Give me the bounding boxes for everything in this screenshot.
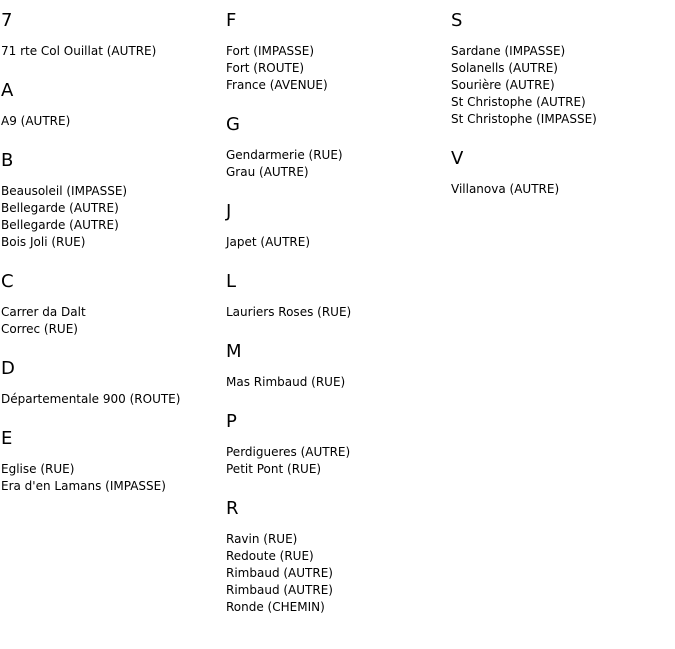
street-list xyxy=(451,181,671,198)
street-item: Correc (RUE) xyxy=(1,322,78,336)
street-item: Rimbaud (AUTRE) xyxy=(226,583,333,597)
street-list xyxy=(1,43,221,60)
letter-group xyxy=(451,10,671,128)
street-list xyxy=(451,43,671,128)
street-item: Ronde (CHEMIN) xyxy=(226,600,325,614)
street-item: A9 (AUTRE) xyxy=(1,114,71,128)
letter-heading: J xyxy=(226,201,232,222)
letter-heading: M xyxy=(226,341,242,362)
street-item: Bellegarde (AUTRE) xyxy=(1,218,119,232)
letter-group xyxy=(226,498,446,616)
street-item: Japet (AUTRE) xyxy=(226,235,311,249)
street-item: Bellegarde (AUTRE) xyxy=(1,201,119,215)
letter-group xyxy=(226,10,446,94)
letter-heading: F xyxy=(226,10,237,31)
street-item: Ravin (RUE) xyxy=(226,532,298,546)
street-item: Villanova (AUTRE) xyxy=(451,182,560,196)
street-item: Grau (AUTRE) xyxy=(226,165,309,179)
street-index-column-1 xyxy=(1,10,221,515)
street-item: Carrer da Dalt xyxy=(1,305,86,319)
letter-heading: V xyxy=(451,148,464,169)
letter-heading: 7 xyxy=(1,10,13,31)
street-list xyxy=(226,531,446,616)
letter-group xyxy=(1,10,221,60)
street-item: Gendarmerie (RUE) xyxy=(226,148,343,162)
letter-group xyxy=(226,411,446,478)
letter-group xyxy=(226,114,446,181)
letter-group xyxy=(1,80,221,130)
street-list xyxy=(226,374,446,391)
street-item: Perdigueres (AUTRE) xyxy=(226,445,351,459)
street-list xyxy=(1,461,221,495)
street-item: Solanells (AUTRE) xyxy=(451,61,558,75)
letter-heading: A xyxy=(1,80,14,101)
letter-heading: D xyxy=(1,358,15,379)
street-index-column-3 xyxy=(451,10,671,218)
street-item: St Christophe (IMPASSE) xyxy=(451,112,597,126)
letter-group xyxy=(1,428,221,495)
letter-group xyxy=(1,271,221,338)
street-item: Sourière (AUTRE) xyxy=(451,78,555,92)
street-list xyxy=(226,147,446,181)
street-list xyxy=(1,391,221,408)
letter-group xyxy=(226,271,446,321)
letter-group xyxy=(1,150,221,251)
letter-heading: L xyxy=(226,271,237,292)
letter-heading: S xyxy=(451,10,463,31)
letter-group xyxy=(226,341,446,391)
street-item: Era d'en Lamans (IMPASSE) xyxy=(1,479,166,493)
street-item: Fort (IMPASSE) xyxy=(226,44,315,58)
letter-heading: G xyxy=(226,114,240,135)
street-list xyxy=(1,304,221,338)
street-item: Sardane (IMPASSE) xyxy=(451,44,566,58)
street-item: Lauriers Roses (RUE) xyxy=(226,305,352,319)
street-item: Fort (ROUTE) xyxy=(226,61,305,75)
letter-heading: B xyxy=(1,150,14,171)
letter-heading: C xyxy=(1,271,14,292)
street-item: Petit Pont (RUE) xyxy=(226,462,322,476)
street-item: Rimbaud (AUTRE) xyxy=(226,566,333,580)
street-item: St Christophe (AUTRE) xyxy=(451,95,586,109)
letter-heading: R xyxy=(226,498,239,519)
street-list xyxy=(1,113,221,130)
letter-heading: E xyxy=(1,428,13,449)
street-item: Beausoleil (IMPASSE) xyxy=(1,184,128,198)
letter-group xyxy=(1,358,221,408)
letter-group xyxy=(451,148,671,198)
letter-heading: P xyxy=(226,411,237,432)
letter-group xyxy=(226,201,446,251)
street-list xyxy=(226,304,446,321)
street-list xyxy=(226,43,446,94)
street-item: Redoute (RUE) xyxy=(226,549,314,563)
street-item: Bois Joli (RUE) xyxy=(1,235,86,249)
street-item: 71 rte Col Ouillat (AUTRE) xyxy=(1,44,157,58)
street-item: Départementale 900 (ROUTE) xyxy=(1,392,181,406)
street-item: Mas Rimbaud (RUE) xyxy=(226,375,346,389)
street-list xyxy=(226,444,446,478)
street-list xyxy=(1,183,221,251)
street-item: France (AVENUE) xyxy=(226,78,328,92)
street-list xyxy=(226,234,446,251)
street-index-column-2 xyxy=(226,10,446,636)
street-item: Eglise (RUE) xyxy=(1,462,75,476)
